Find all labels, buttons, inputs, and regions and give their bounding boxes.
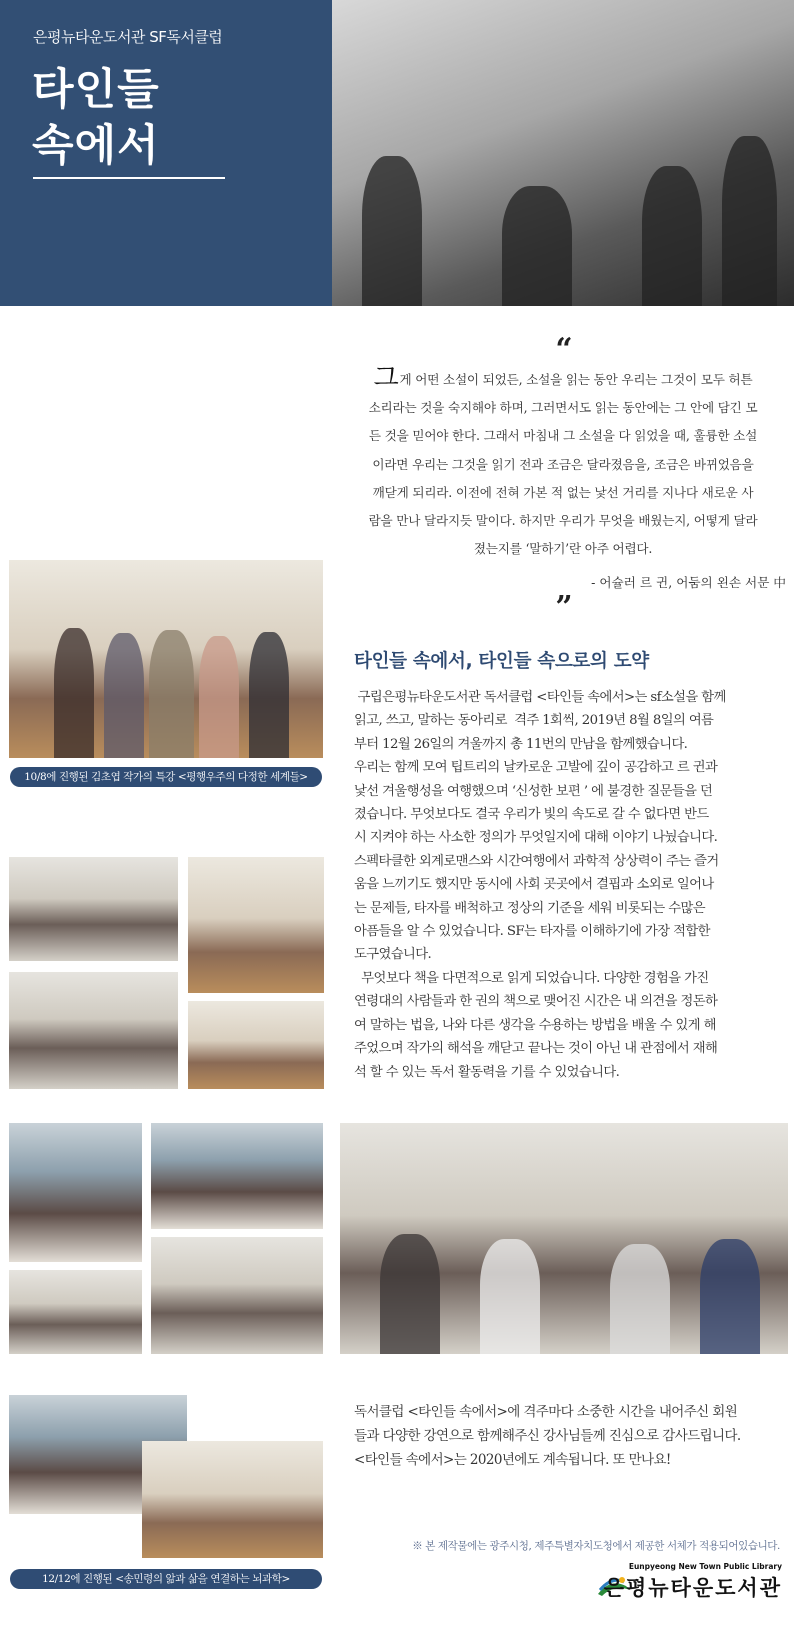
photo-members bbox=[9, 1123, 142, 1262]
logo-korean: 은평뉴타운도서관 bbox=[603, 1576, 782, 1600]
body-line: 움을 느끼기도 했지만 동시에 사회 곳곳에서 결핍과 소외로 일어나 bbox=[354, 877, 714, 893]
closing-line: 독서클럽 <타인들 속에서>에 격주마다 소중한 시간을 내어주신 회원 bbox=[354, 1404, 738, 1420]
quote-line: 든 것을 믿어야 한다. 그래서 마침내 그 소설을 다 읽었을 때, 훌륭한 소설 bbox=[368, 428, 758, 444]
closing-line: 들과 다양한 강연으로 함께해주신 강사님들께 진심으로 감사드립니다. bbox=[354, 1428, 741, 1444]
quote-line: 람을 만나 달라지듯 말이다. 하지만 우리가 무엇을 배웠는지, 어떻게 달라 bbox=[368, 513, 758, 529]
article-body bbox=[354, 686, 790, 1084]
quote-line: 소리라는 것을 숙지해야 하며, 그러면서도 읽는 동안에는 그 안에 담긴 모 bbox=[368, 400, 758, 416]
photo-lecture2-group bbox=[142, 1441, 323, 1558]
photo-meeting-grayscale bbox=[332, 0, 794, 306]
caption-lecture2: 12/12에 진행된 <송민령의 앎과 삶을 연결하는 뇌과학> bbox=[10, 1569, 322, 1589]
body-line: 스펙타클한 외계로맨스와 시간여행에서 과학적 상상력이 주는 즐거 bbox=[354, 853, 719, 869]
quote-line: 깨닫게 되리라. 이전에 전혀 가본 적 없는 낯선 거리를 지나다 새로운 사 bbox=[372, 484, 754, 500]
photo-members bbox=[151, 1123, 323, 1229]
body-line: 부터 12월 26일의 겨울까지 총 11번의 만남을 함께했습니다. bbox=[354, 736, 688, 752]
photo-group-lecture1 bbox=[9, 560, 323, 758]
library-logo bbox=[596, 1562, 786, 1610]
body-line: 연령대의 사람들과 한 권의 책으로 맺어진 시간은 내 의견을 정돈하 bbox=[354, 994, 718, 1010]
photo-meeting bbox=[9, 972, 178, 1089]
body-line: 석 할 수 있는 독서 활동력을 기를 수 있었습니다. bbox=[354, 1064, 620, 1080]
quote-line: 이라면 우리는 그것을 읽기 전과 조금은 달라졌음을, 조금은 바뀌었음을 bbox=[372, 456, 754, 472]
body-line: 낯선 겨울행성을 여행했으며 ‘신성한 보편 ’ 에 불경한 질문들을 던 bbox=[354, 783, 713, 799]
quote-text bbox=[340, 364, 786, 563]
body-line: 도구였습니다. bbox=[354, 947, 432, 963]
photo-meeting bbox=[151, 1237, 323, 1354]
photo-members bbox=[9, 1270, 142, 1354]
club-subtitle: 은평뉴타운도서관 SF독서클럽 bbox=[33, 28, 223, 46]
title-line-1: 타인들 bbox=[32, 65, 160, 115]
close-quote-mark: ” bbox=[555, 590, 573, 625]
body-line: 졌습니다. 무엇보다도 결국 우리가 빛의 속도로 갈 수 없다면 반드 bbox=[354, 807, 709, 823]
body-line: 시 지켜야 하는 사소한 정의가 무엇일지에 대해 이야기 나눴습니다. bbox=[354, 830, 718, 846]
drop-cap: 그 bbox=[373, 363, 399, 393]
closing-line: <타인들 속에서>는 2020년에도 계속됩니다. 또 만나요! bbox=[354, 1452, 671, 1468]
title-underline bbox=[33, 177, 225, 179]
body-line: 주었으며 작가의 해석을 깨닫고 끝나는 것이 아닌 내 관점에서 재해 bbox=[354, 1041, 718, 1057]
title-line-2: 속에서 bbox=[32, 121, 160, 171]
photo-meeting bbox=[188, 1001, 324, 1089]
quote-line: 졌는지를 ‘말하기’란 아주 어렵다. bbox=[473, 541, 653, 557]
quote-attribution: - 어슐러 르 귄, 어둠의 왼손 서문 中 bbox=[591, 575, 786, 590]
body-line: 무엇보다 책을 다면적으로 읽게 되었습니다. 다양한 경험을 가진 bbox=[354, 970, 709, 986]
body-line: 읽고, 쓰고, 말하는 동아리로 격주 1회씩, 2019년 8월 8일의 여름 bbox=[354, 713, 714, 729]
closing-message bbox=[354, 1400, 794, 1472]
photo-meeting bbox=[9, 857, 178, 961]
body-line: 구립은평뉴타운도서관 독서클럽 <타인들 속에서>는 sf소설을 함께 bbox=[354, 690, 726, 705]
quote-line: 그게 어떤 소설이 되었든, 소설을 읽는 동안 우리는 그것이 모두 허튼 bbox=[373, 363, 753, 393]
body-line: 우리는 함께 모여 팁트리의 날카로운 고발에 깊이 공감하고 르 귄과 bbox=[354, 760, 718, 776]
body-line: 아픔들을 알 수 있었습니다. SF는 타자를 이해하기에 가장 적합한 bbox=[354, 924, 710, 940]
caption-lecture1: 10/8에 진행된 김초엽 작가의 특강 <평행우주의 다정한 세계들> bbox=[10, 767, 322, 787]
logo-english: Eunpyeong New Town Public Library bbox=[628, 1562, 782, 1571]
article-heading: 타인들 속에서, 타인들 속으로의 도약 bbox=[354, 651, 649, 672]
body-line: 는 문제들, 타자를 배척하고 정상의 기준을 세워 비롯되는 수많은 bbox=[354, 900, 706, 916]
photo-reading-session bbox=[340, 1123, 788, 1354]
font-credit-footnote: ※ 본 제작물에는 광주시청, 제주특별자치도청에서 제공한 서체가 적용되어있습니다. bbox=[412, 1540, 780, 1552]
photo-member-reading bbox=[188, 857, 324, 993]
open-quote-mark: “ bbox=[555, 332, 573, 367]
body-line: 여 말하는 법을, 나와 다른 생각을 수용하는 방법을 배울 수 있게 해 bbox=[354, 1017, 716, 1033]
